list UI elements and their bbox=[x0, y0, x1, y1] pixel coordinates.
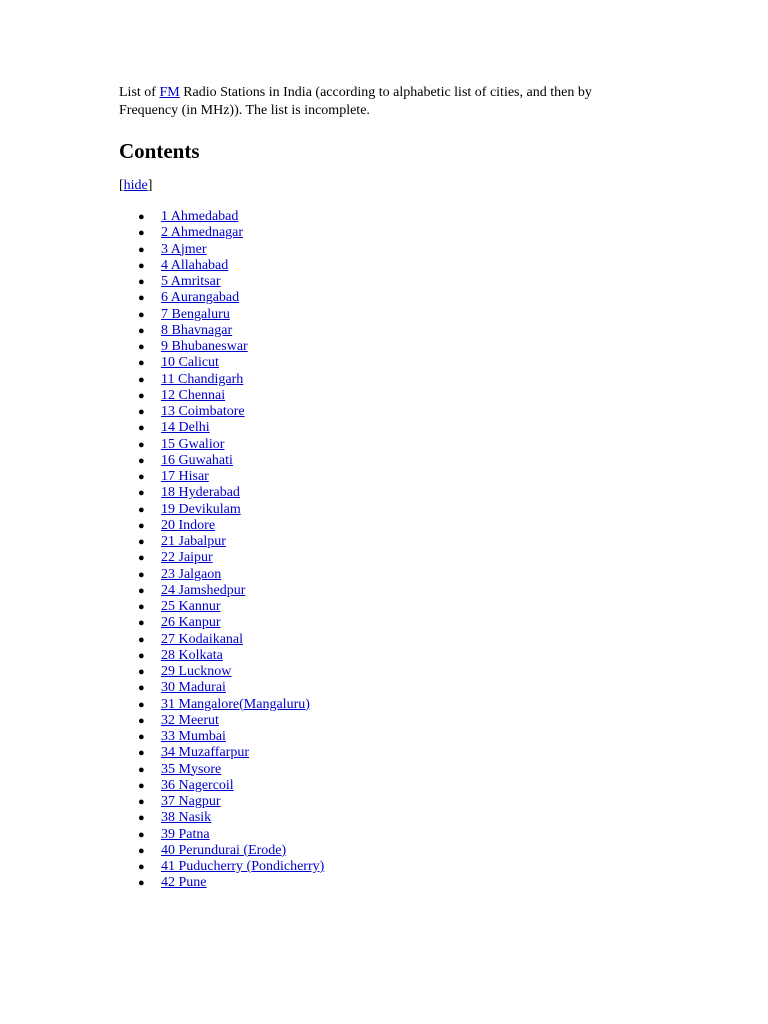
intro-paragraph bbox=[119, 84, 639, 120]
toc-link[interactable]: 23 Jalgaon bbox=[161, 566, 222, 582]
toggle-open-bracket: [ bbox=[119, 178, 124, 193]
bullet-icon: ● bbox=[138, 731, 145, 743]
bullet-icon: ● bbox=[138, 812, 145, 825]
list-item bbox=[119, 209, 324, 225]
list-item bbox=[119, 274, 324, 290]
toc-link[interactable]: 17 Hisar bbox=[161, 469, 209, 484]
fm-link[interactable]: FM bbox=[159, 85, 180, 100]
list-item bbox=[119, 485, 324, 501]
toc-link[interactable]: 16 Guwahati bbox=[161, 452, 233, 468]
bullet-icon: ● bbox=[138, 536, 145, 548]
toc-link[interactable]: 10 Calicut bbox=[161, 355, 219, 371]
list-item bbox=[119, 859, 324, 875]
bullet-icon: ● bbox=[138, 503, 145, 516]
toc-link[interactable]: 41 Puducherry (Pondicherry) bbox=[161, 859, 325, 874]
list-item bbox=[119, 502, 324, 518]
list-item bbox=[119, 307, 324, 323]
list-item bbox=[119, 225, 324, 241]
intro-prefix: List of bbox=[119, 85, 160, 100]
bullet-icon: ● bbox=[138, 438, 145, 451]
list-item bbox=[119, 745, 324, 761]
bullet-icon: ● bbox=[138, 324, 145, 337]
list-item bbox=[119, 518, 324, 534]
list-item bbox=[119, 680, 324, 696]
toc-link[interactable]: 8 Bhavnagar bbox=[161, 322, 233, 338]
toc-link[interactable]: 36 Nagercoil bbox=[161, 777, 234, 793]
toc-link[interactable]: 11 Chandigarh bbox=[161, 371, 244, 387]
toc-link[interactable]: 14 Delhi bbox=[161, 420, 210, 436]
list-item bbox=[119, 355, 324, 371]
bullet-icon: ● bbox=[138, 259, 145, 272]
list-item bbox=[119, 534, 324, 550]
list-item bbox=[119, 762, 324, 778]
list-item bbox=[119, 729, 324, 745]
toc-link[interactable]: 20 Indore bbox=[161, 517, 216, 533]
list-item bbox=[119, 794, 324, 810]
list-item bbox=[119, 372, 324, 388]
bullet-icon: ● bbox=[138, 308, 145, 321]
bullet-icon: ● bbox=[138, 373, 145, 386]
toc-link[interactable]: 35 Mysore bbox=[161, 761, 222, 777]
list-item bbox=[119, 567, 324, 583]
list-item bbox=[119, 404, 324, 420]
toc-link[interactable]: 42 Pune bbox=[161, 875, 207, 891]
toc-link[interactable]: 30 Madurai bbox=[161, 680, 226, 696]
bullet-icon: ● bbox=[138, 243, 145, 256]
list-item bbox=[119, 875, 324, 891]
intro-suffix: Radio Stations in India (according to alphabetic list of cities, and then by Frequency (in MHz)). The list is incomplete. bbox=[119, 85, 592, 118]
bullet-icon: ● bbox=[138, 698, 145, 711]
bullet-icon: ● bbox=[138, 552, 145, 565]
list-item bbox=[119, 323, 324, 339]
hide-link[interactable]: hide bbox=[123, 178, 148, 193]
bullet-icon: ● bbox=[138, 633, 145, 646]
list-item bbox=[119, 810, 324, 826]
toc-link[interactable]: 24 Jamshedpur bbox=[161, 582, 246, 598]
list-item bbox=[119, 290, 324, 306]
toc-link[interactable]: 22 Jaipur bbox=[161, 550, 213, 566]
bullet-icon: ● bbox=[138, 747, 145, 760]
list-item bbox=[119, 664, 324, 680]
bullet-icon: ● bbox=[138, 568, 145, 581]
list-item bbox=[119, 242, 324, 258]
toc-link[interactable]: 5 Amritsar bbox=[161, 274, 221, 289]
toc-link[interactable]: 19 Devikulam bbox=[161, 501, 241, 517]
toc-link[interactable]: 25 Kannur bbox=[161, 599, 221, 614]
bullet-icon: ● bbox=[138, 601, 145, 613]
list-item bbox=[119, 583, 324, 599]
bullet-icon: ● bbox=[138, 714, 145, 727]
bullet-icon: ● bbox=[138, 796, 145, 808]
toggle-close-bracket: ] bbox=[147, 178, 153, 193]
bullet-icon: ● bbox=[138, 211, 145, 223]
list-item bbox=[119, 697, 324, 713]
bullet-icon: ● bbox=[138, 584, 145, 597]
bullet-icon: ● bbox=[138, 276, 145, 288]
bullet-icon: ● bbox=[138, 828, 145, 841]
bullet-icon: ● bbox=[138, 292, 145, 305]
document-page bbox=[119, 84, 639, 891]
bullet-icon: ● bbox=[138, 422, 145, 435]
contents-heading: Contents bbox=[119, 139, 200, 163]
list-item bbox=[119, 827, 324, 843]
list-item bbox=[119, 713, 324, 729]
toc-link[interactable]: 21 Jabalpur bbox=[161, 534, 226, 549]
list-item bbox=[119, 453, 324, 469]
toc-link[interactable]: 12 Chennai bbox=[161, 387, 226, 403]
toc-link[interactable]: 27 Kodaikanal bbox=[161, 631, 244, 647]
toc-link[interactable]: 40 Perundurai (Erode) bbox=[161, 842, 287, 858]
list-item bbox=[119, 388, 324, 404]
bullet-icon: ● bbox=[138, 519, 145, 532]
bullet-icon: ● bbox=[138, 389, 145, 402]
bullet-icon: ● bbox=[138, 487, 145, 500]
toc-link[interactable]: 13 Coimbatore bbox=[161, 404, 245, 419]
toc-link[interactable]: 26 Kanpur bbox=[161, 615, 221, 631]
table-of-contents bbox=[119, 209, 324, 892]
toc-toggle bbox=[119, 177, 152, 195]
toc-link[interactable]: 4 Allahabad bbox=[161, 257, 229, 273]
list-item bbox=[119, 469, 324, 485]
list-item bbox=[119, 339, 324, 355]
list-item bbox=[119, 778, 324, 794]
list-item bbox=[119, 648, 324, 664]
toc-link[interactable]: 9 Bhubaneswar bbox=[161, 339, 248, 354]
toc-link[interactable]: 37 Nagpur bbox=[161, 794, 221, 809]
toc-link[interactable]: 28 Kolkata bbox=[161, 647, 223, 663]
bullet-icon: ● bbox=[138, 227, 145, 240]
bullet-icon: ● bbox=[138, 471, 145, 483]
toc-link[interactable]: 2 Ahmednagar bbox=[161, 225, 244, 241]
bullet-icon: ● bbox=[138, 877, 145, 890]
list-item bbox=[119, 437, 324, 453]
toc-link[interactable]: 1 Ahmedabad bbox=[161, 209, 239, 224]
toc-link[interactable]: 3 Ajmer bbox=[161, 241, 207, 257]
toc-link[interactable]: 38 Nasik bbox=[161, 810, 212, 826]
bullet-icon: ● bbox=[138, 682, 145, 695]
bullet-icon: ● bbox=[138, 617, 145, 630]
toc-link[interactable]: 15 Gwalior bbox=[161, 436, 225, 452]
bullet-icon: ● bbox=[138, 666, 145, 678]
bullet-icon: ● bbox=[138, 861, 145, 873]
toc-link[interactable]: 31 Mangalore(Mangaluru) bbox=[161, 696, 310, 712]
bullet-icon: ● bbox=[138, 779, 145, 792]
bullet-icon: ● bbox=[138, 357, 145, 370]
list-item bbox=[119, 420, 324, 436]
bullet-icon: ● bbox=[138, 649, 145, 662]
list-item bbox=[119, 843, 324, 859]
bullet-icon: ● bbox=[138, 454, 145, 467]
bullet-icon: ● bbox=[138, 844, 145, 857]
list-item bbox=[119, 599, 324, 615]
toc-link[interactable]: 32 Meerut bbox=[161, 712, 219, 728]
toc-link[interactable]: 6 Aurangabad bbox=[161, 290, 240, 306]
toc-link[interactable]: 29 Lucknow bbox=[161, 664, 232, 679]
list-item bbox=[119, 632, 324, 648]
list-item bbox=[119, 615, 324, 631]
list-item bbox=[119, 258, 324, 274]
toc-link[interactable]: 18 Hyderabad bbox=[161, 485, 240, 501]
toc-link[interactable]: 34 Muzaffarpur bbox=[161, 745, 249, 761]
toc-link[interactable]: 7 Bengaluru bbox=[161, 306, 230, 322]
bullet-icon: ● bbox=[138, 763, 145, 776]
toc-link[interactable]: 39 Patna bbox=[161, 826, 210, 842]
bullet-icon: ● bbox=[138, 406, 145, 418]
bullet-icon: ● bbox=[138, 341, 145, 353]
toc-link[interactable]: 33 Mumbai bbox=[161, 729, 226, 744]
list-item bbox=[119, 550, 324, 566]
